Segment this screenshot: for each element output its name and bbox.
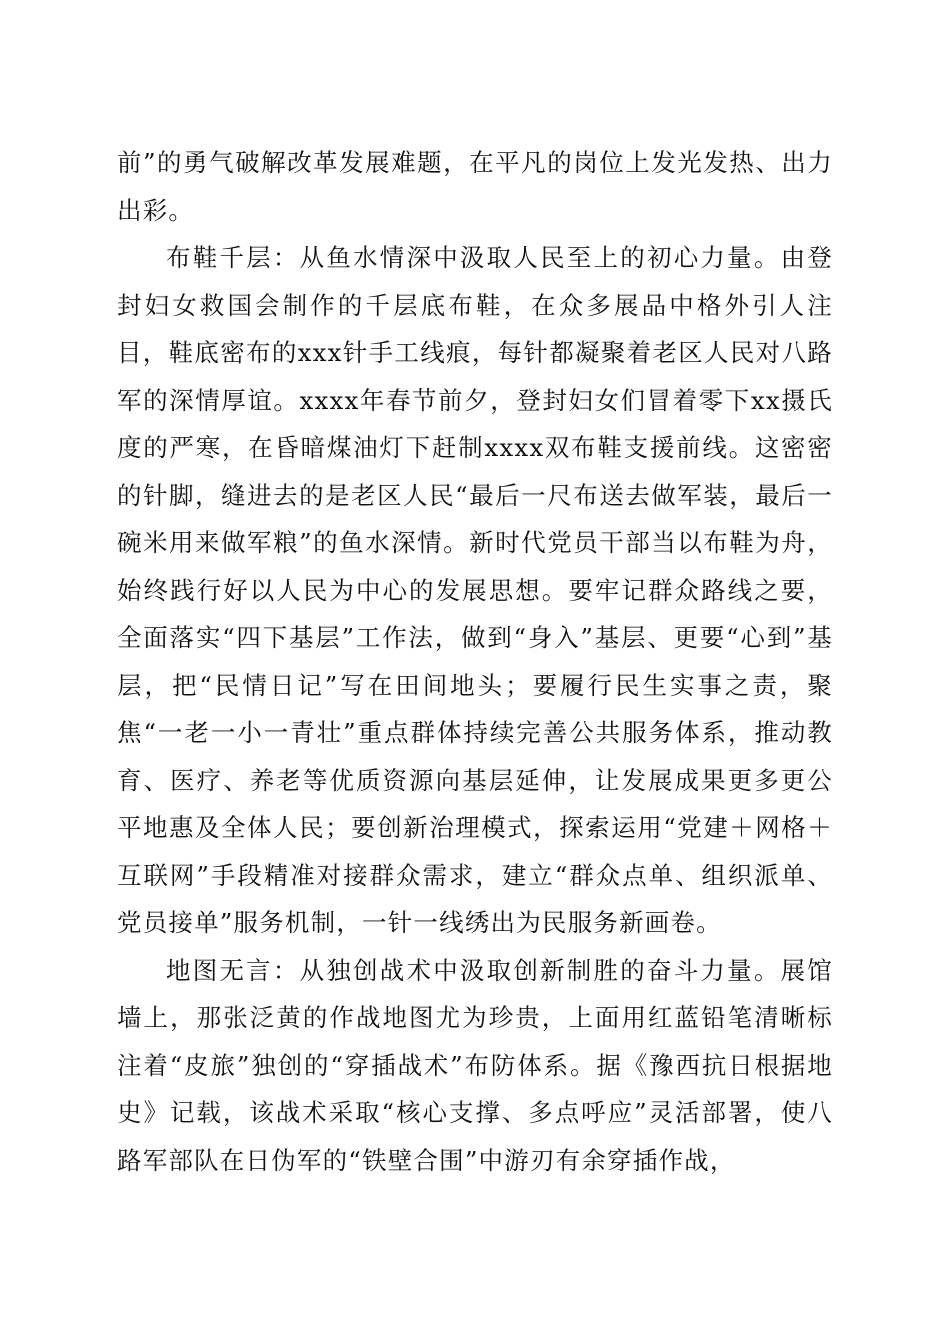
body-text	[117, 139, 833, 1184]
paragraph-silent-map: 地图无言：从独创战术中汲取创新制胜的奋斗力量。展馆墙上，那张泛黄的作战地图尤为珍贵，上面用红蓝铅笔清晰标注着“皮旅”独创的“穿插战术”布防体系。据《豫西抗日根据地史》记载，该战术采取“核心支撑、多点呼应”灵活部署，使八路军部队在日伪军的“铁壁合围”中游刃有余穿插作战，	[117, 955, 833, 1175]
paragraph-continuation: 前”的勇气破解改革发展难题，在平凡的岗位上发光发热、出力出彩。	[117, 148, 833, 225]
paragraph-cloth-shoes: 布鞋千层：从鱼水情深中汲取人民至上的初心力量。由登封妇女救国会制作的千层底布鞋，在众多展品中格外引人注目，鞋底密布的xxx针手工线痕，每针都凝聚着老区人民对八路军的深情厚谊。xxxx年春节前夕，登封妇女们冒着零下xx摄氏度的严寒，在昏暗煤油灯下赶制xxxx双布鞋支援前线。这密密的针脚，缝进去的是老区人民“最后一尺布送去做军装，最后一碗米用来做军粮”的鱼水深情。新时代党员干部当以布鞋为舟，始终践行好以人民为中心的发展思想。要牢记群众路线之要，全面落实“四下基层”工作法，做到“身入”基层、更要“心到”基层，把“民情日记”写在田间地头；要履行民生实事之责，聚焦“一老一小一青壮”重点群体持续完善公共服务体系，推动教育、医疗、养老等优质资源向基层延伸，让发展成果更多更公平地惠及全体人民；要创新治理模式，探索运用“党建＋网格＋互联网”手段精准对接群众需求，建立“群众点单、组织派单、党员接单”服务机制，一针一线绣出为民服务新画卷。	[117, 243, 833, 937]
